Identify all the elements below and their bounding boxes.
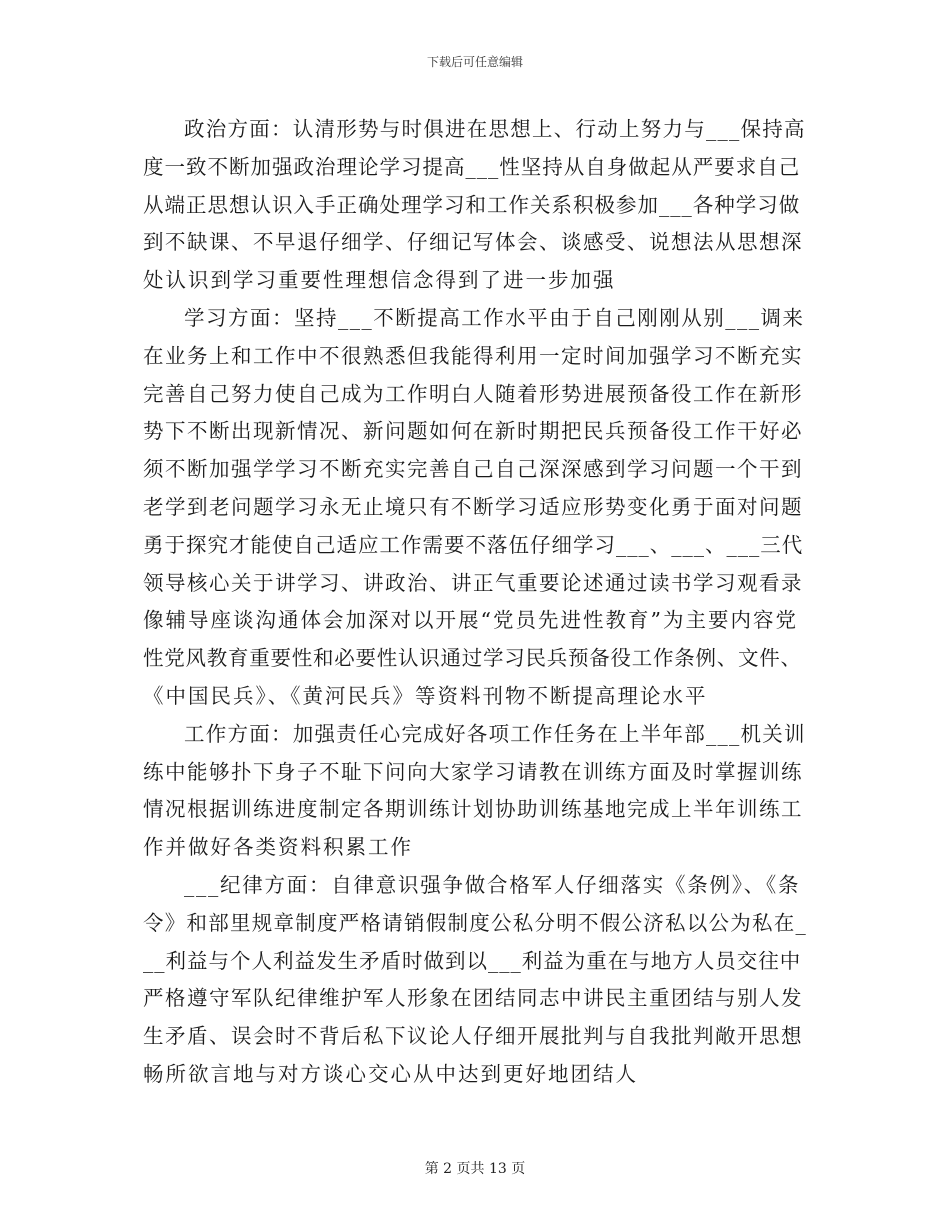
text-line: 学习方面：坚持___不断提高工作水平由于自己刚刚从别___调来 xyxy=(184,305,805,330)
text-line: 领导核心关于讲学习、讲政治、讲正气重要论述通过读书学习观看录 xyxy=(143,570,803,595)
text-line: 从端正思想认识入手正确处理学习和工作关系积极参加___各种学习做 xyxy=(143,192,801,217)
page-header: 下载后可任意编辑 xyxy=(426,55,523,69)
text-line: 性党风教育重要性和必要性认识通过学习民兵预备役工作条例、文件、 xyxy=(143,646,802,671)
text-line: 练中能够扑下身子不耻下问向大家学习请教在训练方面及时掌握训练 xyxy=(143,759,803,784)
text-line: 度一致不断加强政治理论学习提高___性坚持从自身做起从严要求自己 xyxy=(143,154,801,179)
text-line: 势下不断出现新情况、新问题如何在新时期把民兵预备役工作干好必 xyxy=(143,419,803,444)
text-line: 完善自己努力使自己成为工作明白人随着形势进展预备役工作在新形 xyxy=(143,381,803,406)
text-line: 须不断加强学学习不断充实完善自己自己深深感到学习问题一个干到 xyxy=(143,457,803,482)
text-line: 工作方面：加强责任心完成好各项工作任务在上半年部___机关训 xyxy=(184,721,806,746)
text-line: 作并做好各类资料积累工作 xyxy=(143,835,413,860)
text-line: 《中国民兵》、《黄河民兵》等资料刊物不断提高理论水平 xyxy=(143,683,708,708)
text-line: ___纪律方面：自律意识强争做合格军人仔细落实《条例》、《条 xyxy=(184,872,801,897)
text-line: 老学到老问题学习永无止境只有不断学习适应形势变化勇于面对问题 xyxy=(143,494,803,519)
text-line: 像辅导座谈沟通体会加深对以开展“党员先进性教育”为主要内容党 xyxy=(143,608,798,633)
text-line: 严格遵守军队纪律维护军人形象在团结同志中讲民主重团结与别人发 xyxy=(143,986,803,1011)
text-line: 畅所欲言地与对方谈心交心从中达到更好地团结人 xyxy=(143,1061,638,1086)
paragraph-study xyxy=(143,300,807,716)
paragraph-work xyxy=(143,716,807,867)
text-line: 处认识到学习重要性理想信念得到了进一步加强 xyxy=(143,268,616,293)
text-line: 在业务上和工作中不很熟悉但我能得利用一定时间加强学习不断充实 xyxy=(143,343,803,368)
text-line: 生矛盾、误会时不背后私下议论人仔细开展批判与自我批判敞开思想 xyxy=(143,1024,803,1049)
text-line: 情况根据训练进度制定各期训练计划协助训练基地完成上半年训练工 xyxy=(143,797,803,822)
text-line: 令》和部里规章制度严格请销假制度公私分明不假公济私以公为私在_ xyxy=(143,910,807,935)
text-line: 政治方面：认清形势与时俱进在思想上、行动上努力与___保持高 xyxy=(184,117,806,141)
page-number-footer: 第 2 页共 13 页 xyxy=(424,1161,526,1177)
text-line: 到不缺课、不早退仔细学、仔细记写体会、谈感受、说想法从思想深 xyxy=(143,230,803,255)
text-line: __利益与个人利益发生矛盾时做到以___利益为重在与地方人员交往中 xyxy=(143,948,802,973)
paragraph-discipline xyxy=(143,867,807,1094)
text-line: 勇于探究才能使自己适应工作需要不落伍仔细学习___、___、___三代 xyxy=(143,532,804,557)
document-body xyxy=(143,111,807,1094)
paragraph-political xyxy=(143,111,807,300)
